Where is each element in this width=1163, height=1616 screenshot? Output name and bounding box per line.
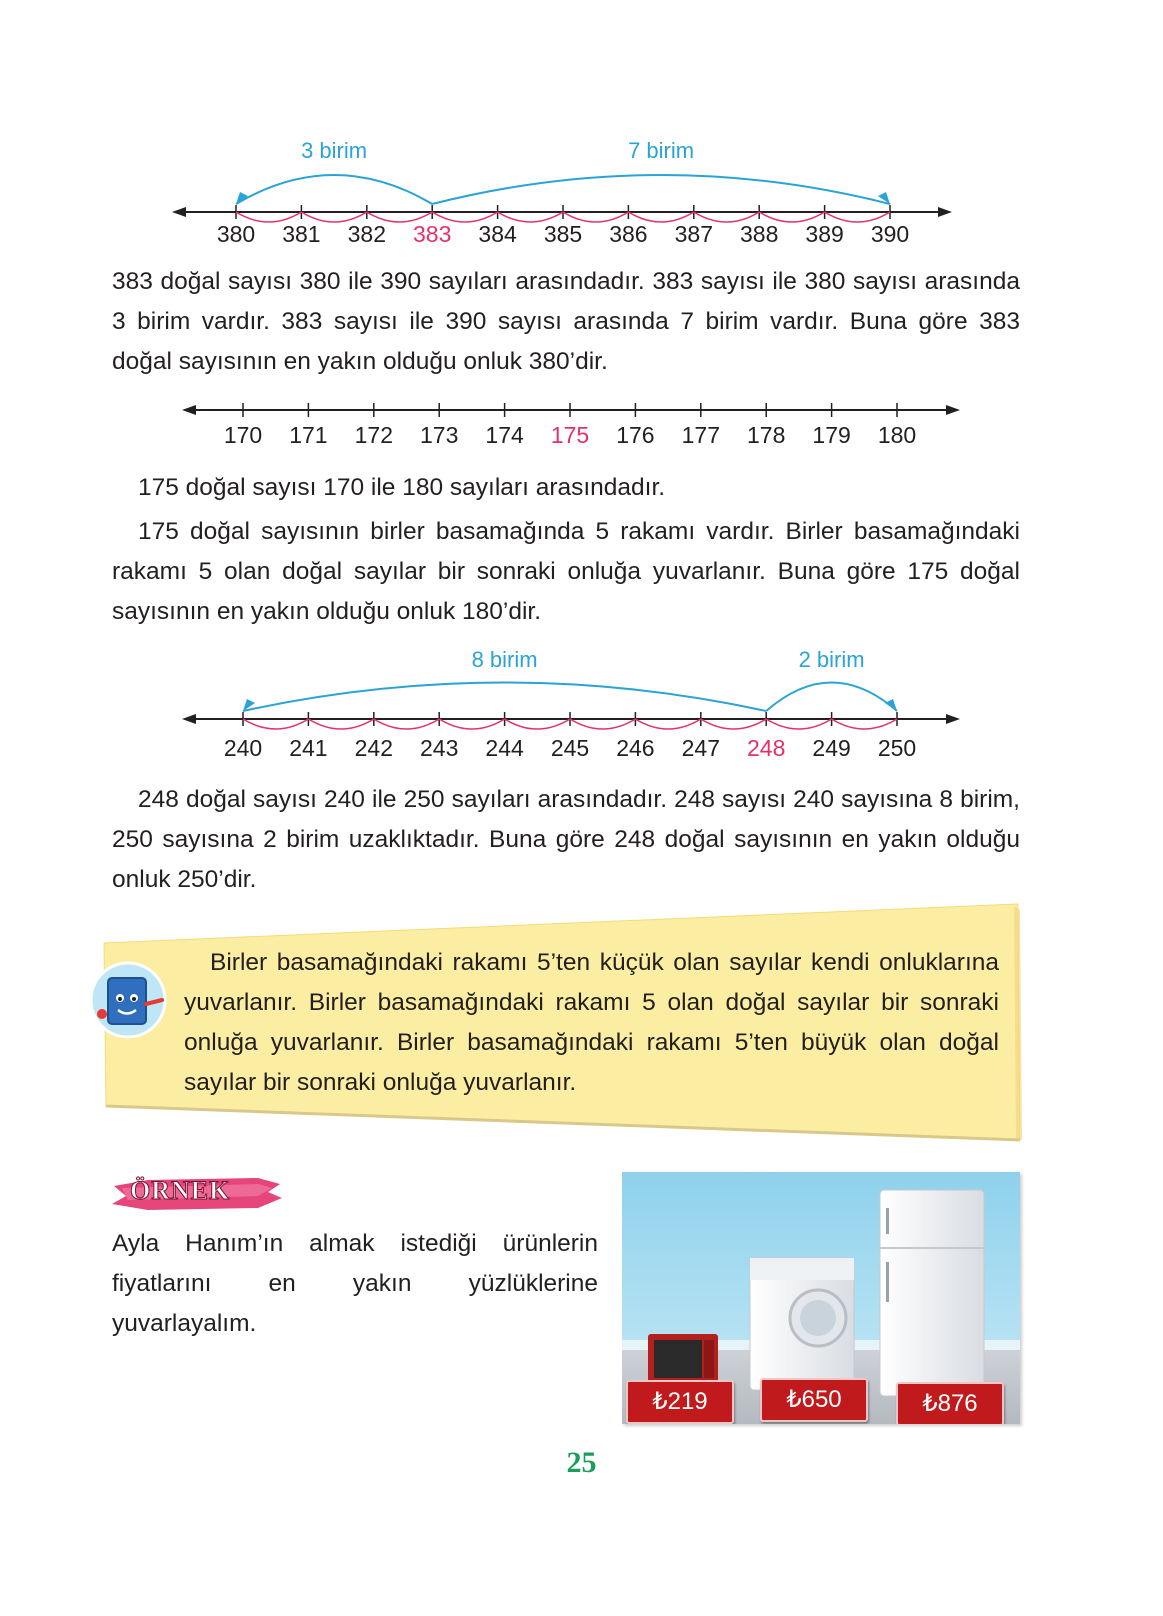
tick-label: 242 bbox=[354, 735, 393, 761]
tick-label: 246 bbox=[616, 735, 655, 761]
tick-label: 247 bbox=[681, 735, 720, 761]
tick-label: 250 bbox=[877, 735, 917, 761]
tick-label: 240 bbox=[223, 735, 263, 761]
tick-label: 174 bbox=[485, 422, 524, 448]
tick-label: 177 bbox=[681, 422, 720, 448]
tick-label: 384 bbox=[478, 221, 517, 247]
products-picture bbox=[622, 1172, 1020, 1424]
tick-label: 178 bbox=[747, 422, 786, 448]
tick-label: 180 bbox=[877, 422, 917, 448]
info-box-text: Birler basamağındaki rakamı 5’ten küçük olan sayılar kendi onluklarına yuvarlanır. Birler basamağındaki rakamı 5 olan doğal sayılar bir sonraki onluğa yuvarlanır. Birler basamağındaki rakamı 5’ten büyük olan doğal sayılar bir sonraki onluğa yuvarlanır. bbox=[184, 949, 999, 1096]
tick-label: 382 bbox=[347, 221, 386, 247]
paragraph-3: 175 doğal sayısının birler basamağında 5 rakamı vardır. Birler basamağındaki rakamı 5 olan doğal sayılar bir sonraki onluğa yuvarlanır. Buna göre 175 doğal sayısının en yakın olduğu onluk 180’dir. bbox=[112, 518, 1020, 625]
washing-machine-icon bbox=[750, 1258, 854, 1390]
jump-label: 3 birim bbox=[301, 138, 368, 163]
price-tag-refrigerator: ₺876 bbox=[896, 1382, 1004, 1424]
tick-label: 249 bbox=[812, 735, 851, 761]
tick-label: 172 bbox=[354, 422, 393, 448]
tick-label: 388 bbox=[740, 221, 779, 247]
tick-label: 245 bbox=[550, 735, 590, 761]
refrigerator-icon bbox=[880, 1190, 984, 1396]
jump-label: 2 birim bbox=[798, 647, 865, 672]
price-tag-washing-machine: ₺650 bbox=[760, 1378, 868, 1422]
tick-label: 385 bbox=[543, 221, 583, 247]
tick-label: 176 bbox=[616, 422, 655, 448]
jump-label: 8 birim bbox=[471, 647, 538, 672]
tick-label: 175 bbox=[550, 422, 590, 448]
tick-label: 380 bbox=[216, 221, 256, 247]
tick-label: 381 bbox=[282, 221, 321, 247]
paragraph-2: 175 doğal sayısı 170 ile 180 sayıları arasındadır. bbox=[138, 474, 666, 501]
tick-label: 170 bbox=[223, 422, 263, 448]
tick-label: 386 bbox=[609, 221, 648, 247]
tick-label: 383 bbox=[413, 221, 452, 247]
example-text: Ayla Hanım’ın almak istediği ürünlerin fiyatlarını en yakın yüzlüklerine yuvarlayalım. bbox=[112, 1230, 598, 1337]
tick-label: 171 bbox=[289, 422, 328, 448]
book-mascot-icon bbox=[88, 960, 168, 1040]
tick-label: 387 bbox=[674, 221, 713, 247]
tick-label: 244 bbox=[485, 735, 524, 761]
microwave-icon bbox=[648, 1334, 718, 1384]
paragraph-4: 248 doğal sayısı 240 ile 250 sayıları arasındadır. 248 sayısı 240 sayısına 8 birim, 250 sayısına 2 birim uzaklıktadır. Buna göre 248 doğal sayısının en yakın olduğu onluk 250’dir. bbox=[112, 786, 1020, 893]
example-badge bbox=[108, 1174, 284, 1214]
tick-label: 389 bbox=[805, 221, 844, 247]
tick-label: 390 bbox=[870, 221, 910, 247]
page-number: 25 bbox=[566, 1446, 597, 1479]
example-badge-label: ÖRNEK bbox=[130, 1176, 231, 1205]
tick-label: 241 bbox=[289, 735, 328, 761]
tick-label: 173 bbox=[420, 422, 459, 448]
jump-label: 7 birim bbox=[628, 138, 695, 163]
paragraph-1: 383 doğal sayısı 380 ile 390 sayıları arasındadır. 383 sayısı ile 380 sayısı arasında 3 birim vardır. 383 sayısı ile 390 sayısı arasında 7 birim vardır. Buna göre 383 doğal sayısının en yakın olduğu onluk 380’dir. bbox=[112, 268, 1020, 375]
price-tag-microwave: ₺219 bbox=[626, 1380, 734, 1424]
tick-label: 243 bbox=[420, 735, 459, 761]
tick-label: 179 bbox=[812, 422, 851, 448]
tick-label: 248 bbox=[747, 735, 786, 761]
